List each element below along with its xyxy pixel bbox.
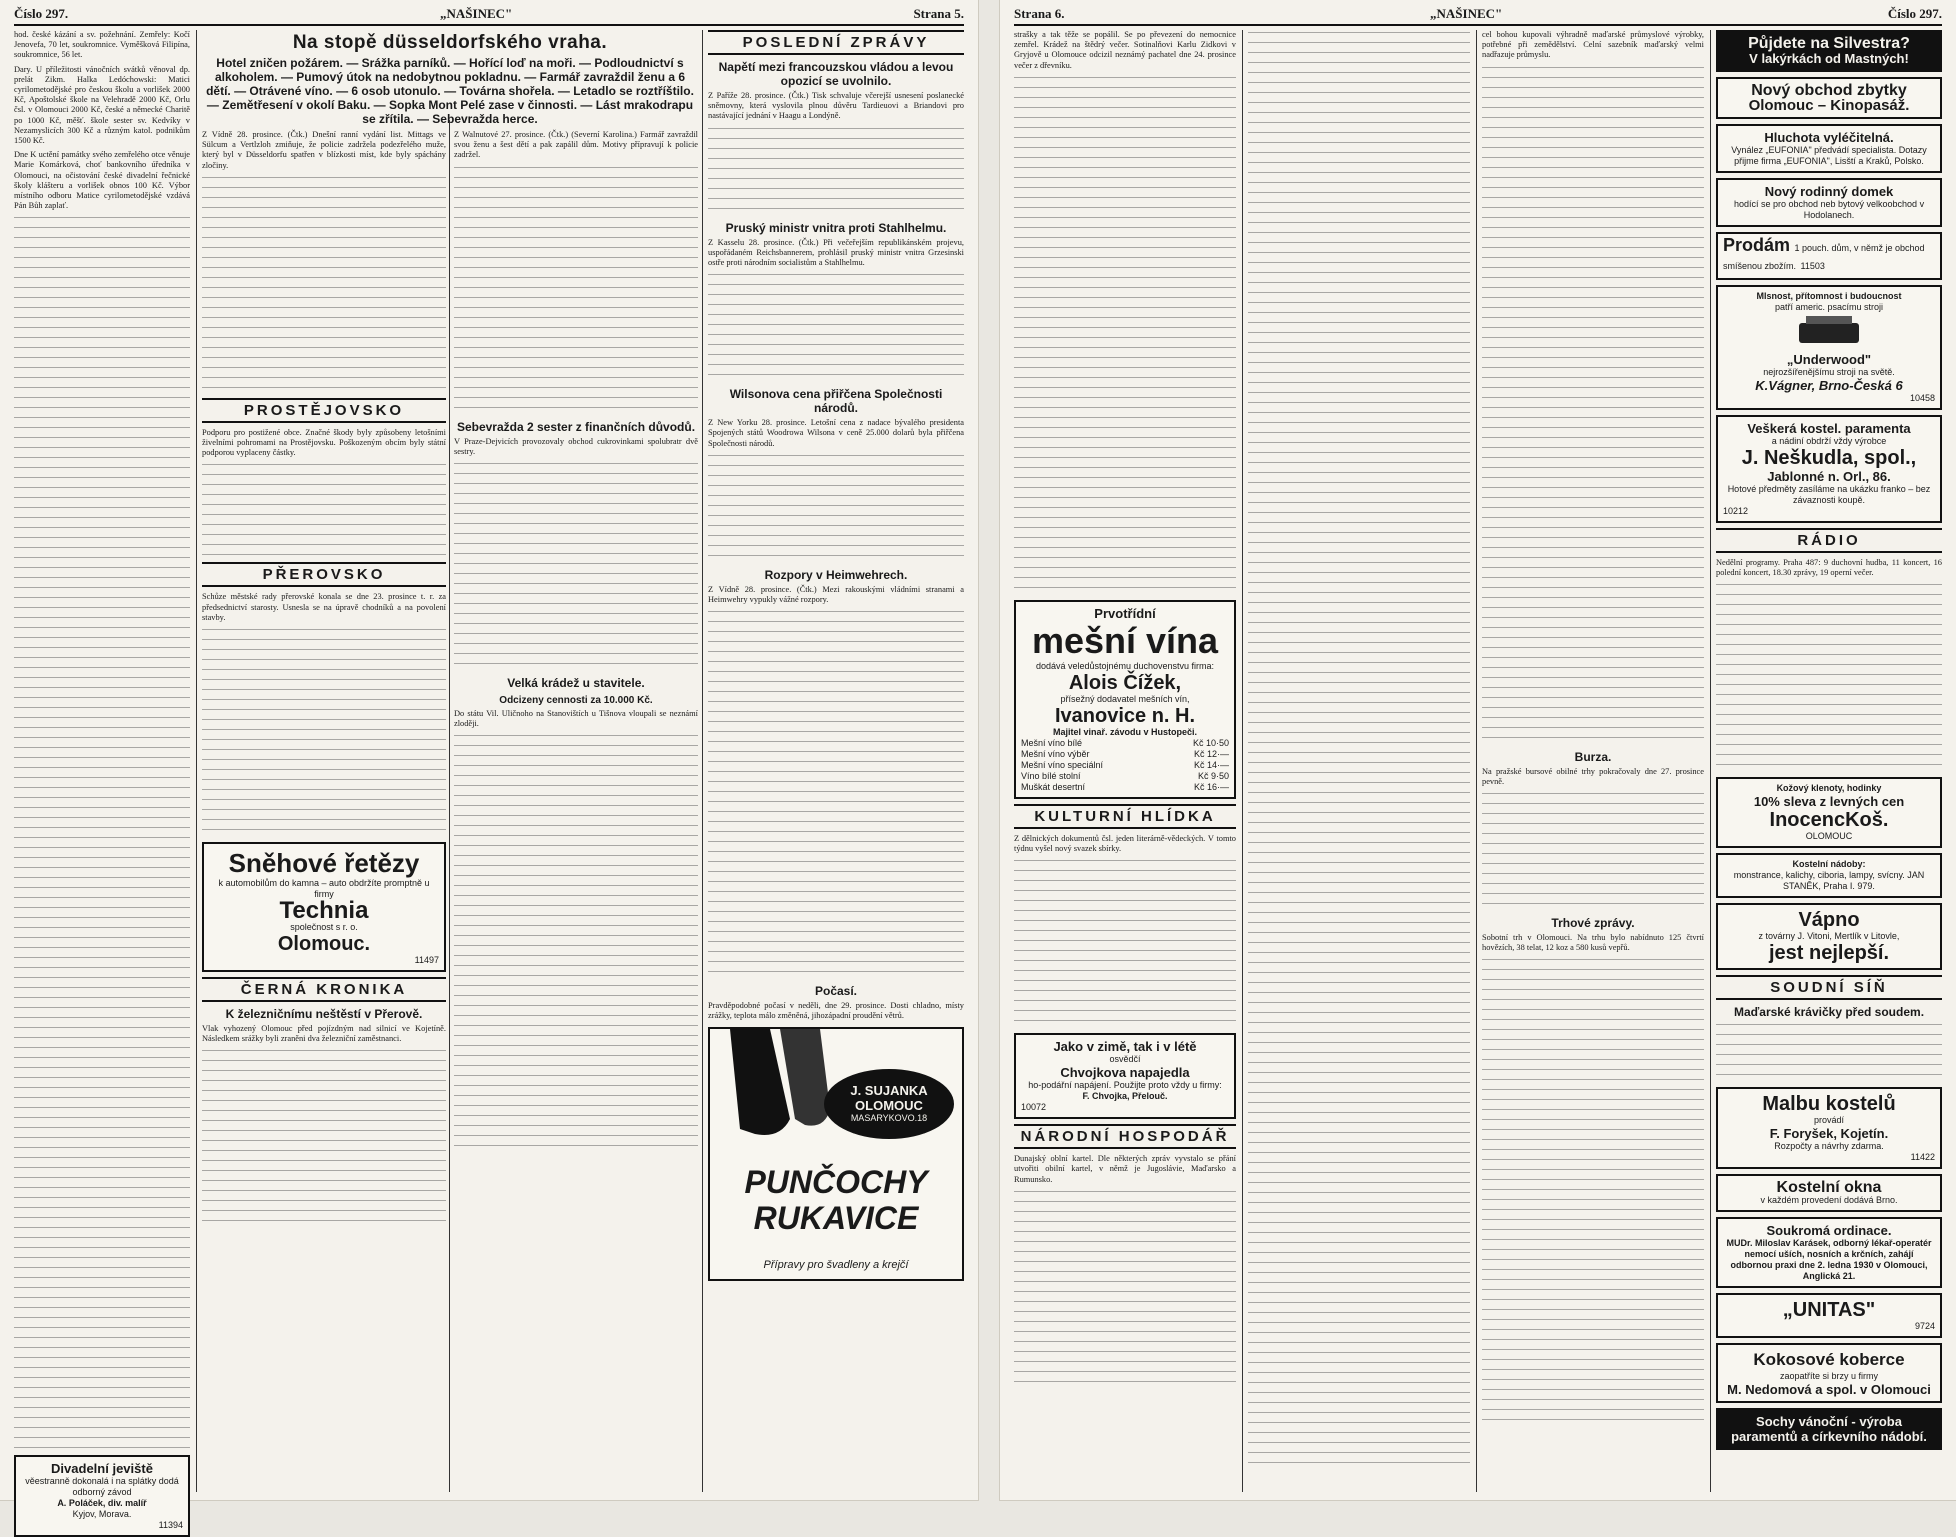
section-cerna-kronika: ČERNÁ KRONIKA	[202, 977, 446, 1002]
underwood-sub: nejrozšířenějšímu stroji na světě.	[1763, 367, 1895, 377]
article-text: Schůze městské rady přerovské konala se dne 23. prosince t. r. za předsednictví starosty. Usnesla se na úpravě chodníků a na povolení stavby.	[202, 592, 446, 622]
paramenta-ad	[1716, 415, 1942, 523]
typewriter-icon	[1794, 313, 1864, 347]
kokos-ad	[1716, 1343, 1942, 1403]
section-soudni-sin: SOUDNÍ SÍŇ	[1716, 975, 1942, 1000]
silvestr-title: Půjdete na Silvestra?	[1748, 35, 1910, 52]
inocenc-name: InocencKoš.	[1769, 809, 1889, 832]
section-kulturni-hlidka: KULTURNÍ HLÍDKA	[1014, 804, 1236, 829]
suianka-city: OLOMOUC	[855, 1098, 923, 1114]
wine-price-value: Kč 14·—	[1193, 759, 1229, 770]
prodam-title: Prodám	[1723, 235, 1791, 255]
body-text-block	[454, 733, 698, 1153]
kokos-firm: M. Nedomová a spol. v Olomouci	[1727, 1382, 1931, 1398]
top-rule	[14, 24, 964, 26]
column-rule	[1710, 30, 1711, 1492]
inocenc-city: OLOMOUC	[1805, 831, 1853, 842]
wine-ad-top: Prvotřídní	[1094, 605, 1156, 621]
page-number-left: Strana 5.	[913, 6, 964, 21]
article-text: V Praze-Dejvicích provozovaly obchod cukrovinkami spolubratr dvě sestry.	[454, 436, 698, 456]
zbytky-city: Olomouc – Kinopasáž.	[1748, 97, 1910, 114]
wine-price-label: Mešní víno výběr	[1021, 748, 1090, 759]
paramenta-note: Hotové předměty zasíláme na ukázku franko – bez závaznosti koupě.	[1727, 484, 1931, 505]
column-rule	[1476, 30, 1477, 1492]
article-text: Na pražské bursové obilné trhy pokračovaly dne 27. prosince pevně.	[1482, 766, 1704, 786]
rodinny-text: hodící se pro obchod neb bytový velkoobchod v Hodolanech.	[1733, 199, 1925, 220]
ordinace-text: MUDr. Miloslav Karásek, odborný lékař-operatér nemocí uších, nosních a krčních, zahájí odbornou praxi dne 2. ledna 1930 v Olomouci, Anglická 21.	[1726, 1238, 1932, 1282]
malbu-name: F. Foryšek, Kojetín.	[1769, 1126, 1889, 1142]
body-text-block	[1014, 75, 1236, 595]
hluchota-title: Hluchota vyléčitelná.	[1764, 130, 1894, 145]
column-rule	[196, 30, 197, 1492]
snow-chains-firm: Technia	[279, 897, 369, 925]
article-text: Z Kasselu 28. prosince. (Čtk.) Při večeřejším republikánském projevu, uspořádaném Reichsbannerem, prohlásil pruský ministr vnitra Grzesinski ostře proti národním socialistům a Stahlhelmu.	[708, 237, 964, 268]
wine-ad-firm: Alois Čížek,	[1068, 671, 1182, 694]
wine-price-label: Muškát desertní	[1021, 781, 1086, 792]
okna-ad	[1716, 1174, 1942, 1212]
left-col-1	[14, 30, 190, 1531]
top-rule	[1014, 24, 1942, 26]
suianka-tag: Přípravy pro švadleny a krejčí	[763, 1258, 909, 1271]
article-text: Dary. U příležitosti vánočních svátků věnoval dp. prelát Zikm. Halka Ledóchowski: Matici cyrilometodějské pro českou školu a vorlišek 2000 Kč, Apoštolské škole na Velehradě 2000 Kč, Orlu čsl. v Olomouci 2000 Kč, české a německé Charitě po 1000 Kč, měšť. škole sester sv. Kedvíky v Nezamyslicích 300 Kč a různým katol. podnikům 1500 Kč.	[14, 64, 190, 146]
masthead-right: „NAŠINEC"	[1430, 6, 1503, 21]
pocasi-subhead: Počasí.	[814, 984, 858, 999]
napajedla-ad-code: 10072	[1021, 1102, 1047, 1113]
body-text-block	[454, 461, 698, 671]
kostelni-ad	[1716, 853, 1942, 898]
wine-ad	[1014, 600, 1236, 799]
column-rule	[449, 120, 450, 1492]
paramenta-code: 10212	[1723, 506, 1749, 516]
article-text: Nedělní programy. Praha 487: 9 duchovní hudba, 11 koncert, 16 polední koncert, 18.30 zprávy, 19 operní večer.	[1716, 558, 1942, 578]
theatre-ad-code: 11394	[158, 1520, 183, 1531]
masthead-left: „NAŠINEC"	[440, 6, 513, 21]
body-text-block	[1716, 582, 1942, 772]
body-text-block	[1716, 1022, 1942, 1082]
theatre-ad-place: Kyjov, Morava.	[72, 1509, 132, 1520]
theatre-ad-name: A. Poláček, div. malíř	[57, 1498, 147, 1509]
vapno-text: z továrny J. Vitoni, Mertlík v Litovle,	[1758, 931, 1900, 942]
body-text-block	[708, 453, 964, 563]
heimwehr-subhead: Rozpory v Heimwehrech.	[764, 567, 908, 582]
section-radio: RÁDIO	[1716, 528, 1942, 553]
section-narodni-hospodar: NÁRODNÍ HOSPODÁŘ	[1014, 1124, 1236, 1149]
article-text: Z Vídně 28. prosince. (Čtk.) Dnešní ranní vydání list. Mittags ve Sülcum a Vertlzloh zmiňuje, že policie zadržela podezřelého muže, který byl v Düsseldorfu spatřen v blízkosti míst, kde byly spáchány zločiny.	[202, 130, 446, 170]
main-deck: Hotel zničen požárem. — Srážka parníků. — Hořící loď na moři. — Podloudnictví s alkoholem. — Pumový útok na nedobytnou pokladnu. — Farmář zavraždil ženu a 6 dětí. — Otrávené víno. — 6 osob utonulo. — Továrna shořela. — Letadlo se roztříštilo. — Zemětřesení v okolí Baku. — Sopka Mont Pelé zase v činnosti. — Lást mrakodrapu se zřítila. — Sebevražda herce.	[206, 56, 694, 126]
napajedla-ad-top: Jako v zimě, tak i v létě	[1053, 1039, 1197, 1055]
wine-ad-text: dodává veledůstojnému duchovenstvu firma:	[1035, 660, 1215, 671]
sochy-ad	[1716, 1408, 1942, 1450]
snow-chains-ad	[202, 842, 446, 972]
inocenc-ad	[1716, 777, 1942, 848]
vapno-sub: jest nejlepší.	[1768, 942, 1890, 965]
stockings-ad	[708, 1027, 964, 1281]
body-text-block	[14, 215, 190, 1450]
article-text: Podporu pro postižené obce. Značné škody byly způsobeny letošními živelními pohromami na Prostějovsku. Poškozeným obcím byly státní podporou vyplaceny částky.	[202, 427, 446, 458]
wine-price-value: Kč 12·—	[1193, 748, 1229, 759]
prodam-ad	[1716, 232, 1942, 280]
hluchota-ad	[1716, 124, 1942, 173]
zbytky-title: Nový obchod zbytky	[1751, 82, 1907, 99]
snow-chains-text: k automobilům do kamna – auto obdržíte promptně u firmy	[218, 878, 430, 900]
article-text: Z Walnutové 27. prosince. (Čtk.) (Severní Karolina.) Farmář zavraždil svou ženu a šest dětí a pak zapálil dům. Motivy přípravují k policie zadržel.	[454, 130, 698, 160]
zbytky-ad	[1716, 77, 1942, 119]
snow-chains-city: Olomouc.	[277, 933, 371, 956]
underwood-firm: K.Vágner, Brno-Česká 6	[1755, 378, 1903, 393]
snow-chains-firm-sub: společnost s r. o.	[290, 922, 358, 933]
kostelni-title: Kostelní nádoby:	[1792, 859, 1866, 870]
wine-price-value: Kč 10·50	[1192, 737, 1229, 748]
hluchota-text: Vynález „EUFONIA" předvádí specialista. Dotazy přijme firma „EUFONIA", Lisští a Kraků, Polsko.	[1731, 145, 1927, 166]
body-text-block	[708, 609, 964, 979]
underwood-text: patří americ. psacímu stroji	[1774, 302, 1884, 312]
article-text: Z New Yorku 28. prosince. Letošní cena z nadace bývalého presidenta Spojených států Woodrowa Wilsona v ceně 25.000 dolarů byla přiřčena Společnosti národů.	[708, 418, 964, 448]
article-text: Z Paříže 28. prosince. (Čtk.) Tisk schvaluje včerejší usnesení poslanecké sněmovny, která vyslovila plnou důvěru Tardieuovi a Briandovi pro nastávající jednání v Haagu a Londýně.	[708, 91, 964, 121]
wine-price-row	[1021, 760, 1229, 771]
right-col-1	[1014, 30, 1236, 1492]
snow-chains-code: 11497	[414, 955, 439, 966]
napajedla-ad	[1014, 1033, 1236, 1119]
wine-ad-title: mešní vína	[1031, 619, 1219, 661]
underwood-name: „Underwood"	[1786, 352, 1872, 367]
body-text-block	[454, 165, 698, 415]
unitas-title: „UNITAS"	[1782, 1299, 1876, 1322]
napajedla-ad-text: ho-podářní napájení. Použijte proto vždy u firmy:	[1028, 1080, 1222, 1091]
right-page	[1000, 0, 1956, 1500]
issue-number-left: Číslo 297.	[14, 6, 69, 21]
body-text-block	[202, 175, 446, 393]
prussia-subhead: Pruský ministr vnitra proti Stahlhelmu.	[725, 220, 947, 235]
okna-title: Kostelní okna	[1776, 1179, 1882, 1197]
body-text-block	[1482, 791, 1704, 911]
right-col-3	[1482, 30, 1704, 1492]
body-text-block	[1248, 1030, 1470, 1470]
body-text-block	[1248, 30, 1470, 1030]
body-text-block	[202, 1048, 446, 1228]
wine-ad-firm2: Ivanovice n. H.	[1054, 704, 1196, 727]
wine-ad-note: Majitel vinař. závodu v Hustopeči.	[1052, 726, 1198, 737]
theatre-ad-title: Divadelní jeviště	[51, 1461, 153, 1477]
wine-price-value: Kč 16·—	[1193, 781, 1229, 792]
section-prerovsko: PŘEROVSKO	[202, 562, 446, 587]
wine-price-label: Mešní víno bílé	[1021, 737, 1083, 748]
article-text: Vlak vyhozený Olomouc před pojízdným nad silnicí ve Kojetíně. Následkem srážky byli zraněni dva železniční zaměstnanci.	[202, 1024, 446, 1044]
unitas-ad	[1716, 1293, 1942, 1338]
suianka-badge	[824, 1069, 954, 1139]
prodam-code: 11503	[1800, 261, 1825, 271]
left-main-story	[202, 30, 698, 1492]
vapno-title: Vápno	[1798, 909, 1860, 932]
suianka-products: PUNČOCHY RUKAVICE	[744, 1163, 928, 1236]
snow-chains-title: Sněhové řetězy	[228, 848, 420, 879]
body-text-block	[1482, 65, 1704, 745]
malbu-title: Malbu kostelů	[1762, 1093, 1896, 1116]
cerna-subhead: K železničnímu neštěstí v Přerově.	[225, 1007, 423, 1022]
paramenta-firm: J. Neškudla, spol.,	[1741, 447, 1917, 469]
kokos-title: Kokosové koberce	[1753, 1350, 1905, 1370]
main-headline: Na stopě düsseldorfského vraha.	[292, 32, 608, 53]
paramenta-title: Veškerá kostel. paramenta	[1747, 421, 1911, 436]
malbu-text: Rozpočty a návrhy zdarma.	[1774, 1141, 1884, 1152]
kradez-subhead-2: Odcizeny cennosti za 10.000 Kč.	[499, 695, 653, 707]
article-text: Do státu Vil. Uličnoho na Stanovištích u Tišnova vloupali se neznámí zloději.	[454, 709, 698, 729]
vapno-ad	[1716, 903, 1942, 970]
article-text: cel bohou kupovali výhradně maďarské průmyslové výrobky, potřebné při zemědělství. Celní sazebník maďarský velmi nadřazuje průmyslu.	[1482, 30, 1704, 60]
wine-price-label: Víno bílé stolní	[1021, 770, 1081, 781]
wine-price-row	[1021, 738, 1229, 749]
body-text-block	[1014, 858, 1236, 1028]
wine-price-value: Kč 9·50	[1197, 770, 1229, 781]
body-text-block	[708, 126, 964, 216]
issue-number-right: Číslo 297.	[1887, 6, 1942, 21]
article-text: Z dělnických dokumentů čsl. jeden literárně-vědeckých. V tomto týdnu vyšel nový svazek sbírky.	[1014, 833, 1236, 854]
body-text-block	[708, 272, 964, 382]
inocenc-pct: 10% sleva z levných cen	[1753, 794, 1905, 810]
sochy-title: Sochy vánoční - výroba paramentů a církevního nádobí.	[1731, 1414, 1927, 1445]
underwood-ad	[1716, 285, 1942, 410]
article-text: strašky a tak těže se popálil. Se po převezení do nemocnice zemřel. Krádež na štědrý večer. Sotinalňovi Karlu Zidkovi v Gryjově u Olomouce odcizil neznámý pachatel dne 24. prosince večer z dřevníku.	[1014, 30, 1236, 70]
burza-subhead: Burza.	[1574, 749, 1612, 764]
inocenc-title: Kožový klenoty, hodinky	[1776, 783, 1882, 794]
article-text: Pravděpodobné počasí v neděli, dne 29. prosince. Dosti chladno, místy zrážky, teplota málo změněná, jihozápadní proudění větrů.	[708, 1001, 964, 1021]
column-rule	[1242, 30, 1243, 1492]
article-text: hod. české kázání a sv. požehnání. Zemřely: Kočí Jenovefa, 70 let, soukromnice. Vyměšková Filipína, soukromnice, 56 let.	[14, 30, 190, 60]
right-col-ads	[1716, 30, 1942, 1492]
body-text-block	[202, 462, 446, 557]
wine-price-row	[1021, 749, 1229, 760]
left-page	[0, 0, 978, 1531]
kostelni-text: monstrance, kalichy, ciboria, lampy, svícny. JAN STANĚK, Praha I. 979.	[1733, 870, 1925, 892]
article-text: Dne K uctění památky svého zemřelého otce věnuje Marie Komárková, choť bankovního úředníka v Olomouci, na očistování české divadelní řečnické školy klášteru a vorlišek obnos 100 Kč. Výbor místního odboru Matice cyrilometodějské vzdává Pán Bůh zaplať.	[14, 150, 190, 211]
wine-price-row	[1021, 782, 1229, 793]
kokos-text: zaopatříte si brzy u firmy	[1779, 1371, 1879, 1382]
okna-text: v každém provedení dodává Brno.	[1760, 1195, 1898, 1206]
sebevrazda-subhead: Sebevražda 2 sester z finančních důvodů.	[456, 419, 696, 434]
wilson-subhead: Wilsonova cena přiřčena Společnosti národů.	[729, 387, 943, 416]
section-posledni-zpravy: POSLEDNÍ ZPRÁVY	[708, 30, 964, 55]
silvestr-ad	[1716, 30, 1942, 72]
body-text-block	[1482, 957, 1704, 1427]
wine-price-row	[1021, 771, 1229, 782]
underwood-code: 10458	[1909, 393, 1935, 403]
page-number-right: Strana 6.	[1014, 6, 1065, 21]
theatre-ad-text: věestranně dokonalá i na splátky dodá odborný závod	[25, 1476, 179, 1498]
left-col-4	[708, 30, 964, 1492]
wine-price-list	[1021, 738, 1229, 793]
silvestr-text: V lakýrkách od Mastných!	[1749, 51, 1909, 66]
column-rule	[702, 30, 703, 1492]
ordinace-ad	[1716, 1217, 1942, 1288]
unitas-code: 9724	[1914, 1321, 1935, 1332]
ordinace-title: Soukromá ordinace.	[1766, 1223, 1892, 1239]
suianka-name: J. SUJANKA	[850, 1083, 928, 1099]
body-text-block	[1014, 1189, 1236, 1389]
paramenta-text: a nádiní obdrží vždy výrobce	[1771, 436, 1887, 446]
trhy-subhead: Trhové zprávy.	[1551, 916, 1635, 931]
wine-ad-firm-sub: přísežný dodavatel mešních vín,	[1060, 693, 1190, 704]
rodinny-ad	[1716, 178, 1942, 227]
malbu-sub: provádí	[1813, 1115, 1845, 1126]
wine-price-label: Mešní víno speciální	[1021, 759, 1104, 770]
suianka-addr: MASARYKOVO.18	[850, 1113, 928, 1124]
section-prostejovsko: PROSTĚJOVSKO	[202, 398, 446, 423]
paramenta-firm2: Jablonné n. Orl., 86.	[1767, 469, 1891, 484]
theatre-ad	[14, 1455, 190, 1537]
body-text-block	[202, 627, 446, 837]
malbu-code: 11422	[1910, 1152, 1935, 1163]
article-text: Sobotní trh v Olomouci. Na trhu bylo nabídnuto 125 čtvrtí hovězích, 38 telat, 12 koz a 580 kusů vepřů.	[1482, 933, 1704, 953]
article-text: Z Vídně 28. prosince. (Čtk.) Mezi rakouskými vládními stranami a Heimwehry vypukly vážné rozpory.	[708, 584, 964, 605]
napajedla-ad-sub: osvědčí	[1109, 1054, 1141, 1065]
napajedla-ad-title: Chvojkova napajedla	[1060, 1065, 1190, 1081]
right-col-2	[1248, 30, 1470, 1492]
rodinny-title: Nový rodinný domek	[1764, 184, 1894, 199]
prodam-text: 1 pouch. dům, v němž je obchod smíšenou zbožím.	[1723, 243, 1925, 271]
napajedla-ad-firm: F. Chvojka, Přelouč.	[1082, 1091, 1168, 1102]
underwood-title: Mlsnost, přítomnost i budoucnost	[1756, 291, 1902, 301]
kradez-subhead: Velká krádež u stavitele.	[507, 676, 645, 691]
soudni-subhead: Maďarské krávičky před soudem.	[1733, 1005, 1925, 1020]
zpravy-subhead: Napětí mezi francouzskou vládou a levou opozicí se uvolnilo.	[718, 60, 954, 88]
article-text: Dunajský oblní kartel. Dle některých zpráv vyvstalo se přání utvořiti obilní kartel, v němž je Jugoslávie, Maďarsko a Rumunsko.	[1014, 1154, 1236, 1184]
malbu-ad	[1716, 1087, 1942, 1169]
